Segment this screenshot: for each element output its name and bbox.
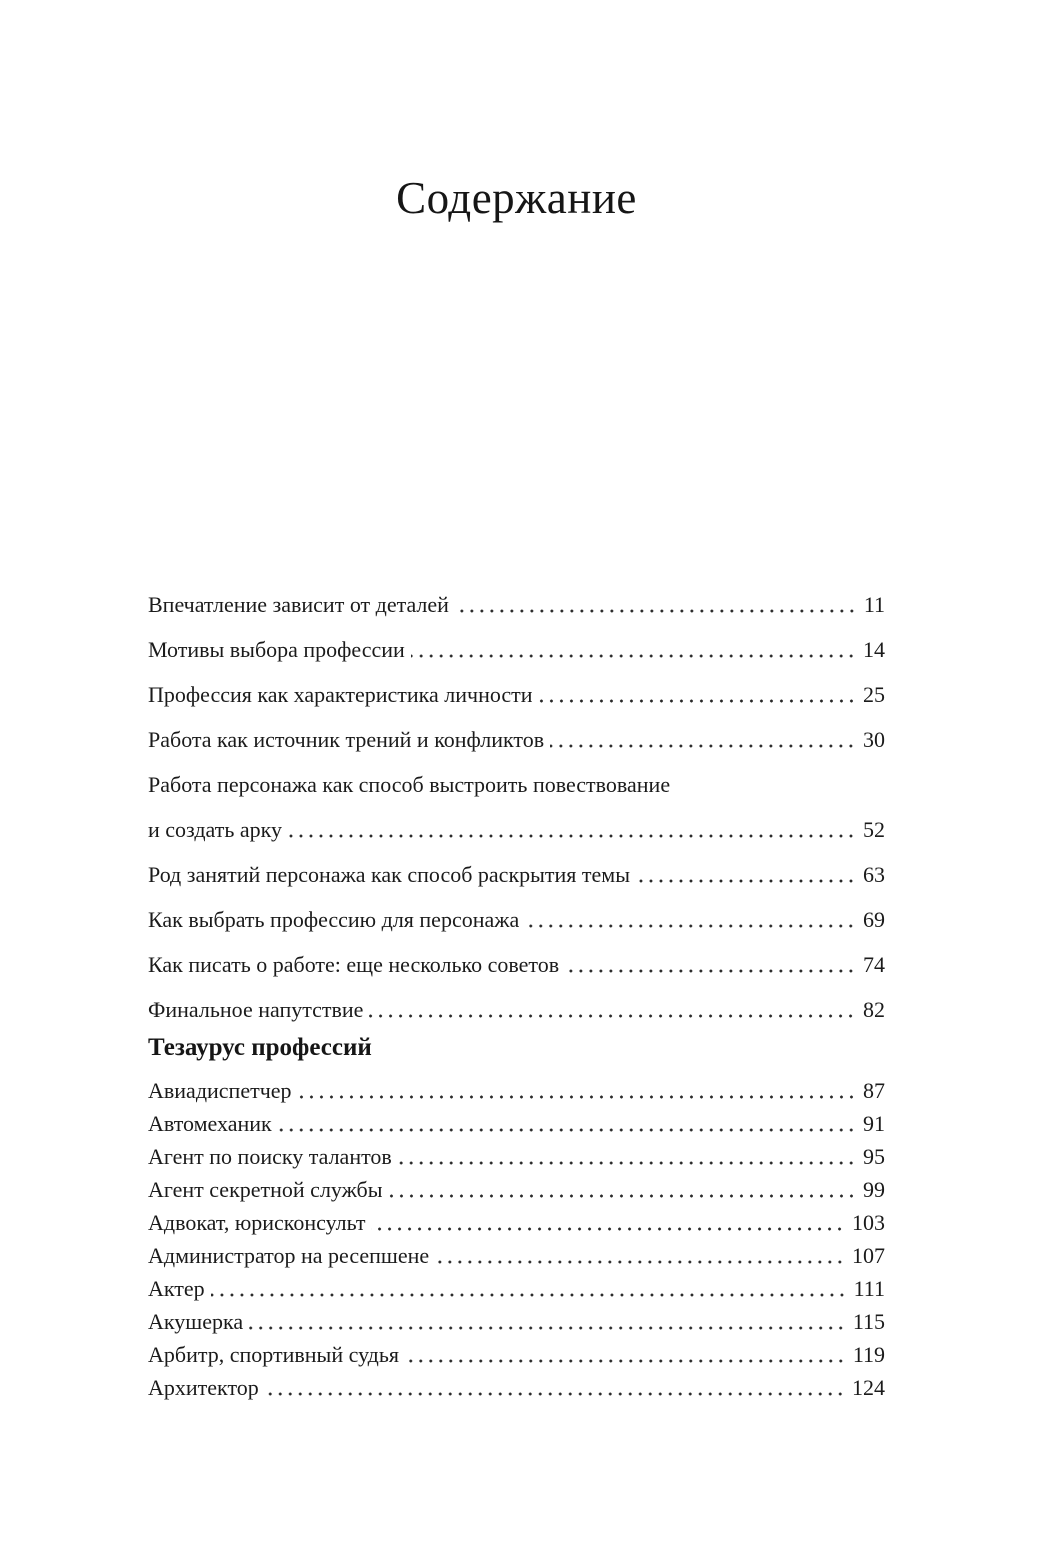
toc-entry: [148, 1305, 885, 1338]
toc-page-number: 25: [863, 682, 885, 707]
thesaurus-toc-list: [148, 1074, 885, 1404]
dot-leader: [636, 852, 856, 897]
toc-entry-label: Агент по поиску талантов: [148, 1144, 392, 1169]
dot-leader: [565, 942, 856, 987]
toc-entry-label: Автомеханик: [148, 1111, 272, 1136]
toc-entry: [148, 582, 885, 627]
toc-page-number: 52: [863, 817, 885, 842]
toc-entry: [148, 1206, 885, 1239]
toc-entry: [148, 1338, 885, 1371]
section-heading: Тезаурус профессий: [148, 1034, 372, 1061]
toc-page-number: 87: [863, 1078, 885, 1103]
dot-leader: [249, 1305, 846, 1338]
toc-page-number: 82: [863, 997, 885, 1022]
dot-leader: [550, 717, 856, 762]
dot-leader: [405, 1338, 846, 1371]
dot-leader: [455, 582, 857, 627]
dot-leader: [435, 1239, 845, 1272]
toc-entry: [148, 1173, 885, 1206]
toc-entry-label: Финальное напутствие: [148, 997, 364, 1022]
toc-entry: [148, 1107, 885, 1140]
toc-entry-label: Впечатление зависит от деталей: [148, 592, 449, 617]
toc-page-number: 63: [863, 862, 885, 887]
toc-entry-label: Агент секретной службы: [148, 1177, 383, 1202]
dot-leader: [298, 1074, 856, 1107]
dot-leader: [288, 807, 856, 852]
toc-entry-wrapped-first-line: [148, 762, 885, 807]
dot-leader: [265, 1371, 845, 1404]
toc-entry: [148, 1272, 885, 1305]
toc-page-number: 124: [852, 1375, 885, 1400]
dot-leader: [371, 1206, 845, 1239]
toc-entry: [148, 852, 885, 897]
toc-entry-label: Работа как источник трений и конфликтов: [148, 727, 545, 752]
toc-page-number: 74: [863, 952, 885, 977]
toc-entry-label: Арбитр, спортивный судья: [148, 1342, 400, 1367]
toc-page-number: 11: [863, 592, 885, 617]
toc-entry: [148, 717, 885, 762]
toc-entry-label: и создать арку: [148, 817, 283, 842]
toc-entry: [148, 1239, 885, 1272]
toc-entry: [148, 987, 885, 1032]
toc-entry-label: Профессия как характеристика личности: [148, 682, 533, 707]
toc-page-number: 103: [852, 1210, 885, 1235]
toc-page-number: 115: [852, 1309, 885, 1334]
toc-entry: [148, 1371, 885, 1404]
dot-leader: [411, 627, 856, 672]
toc-page-number: 95: [863, 1144, 885, 1169]
toc-entry-label: Род занятий персонажа как способ раскрытия темы: [148, 862, 631, 887]
toc-entry-label: Акушерка: [148, 1309, 244, 1334]
toc-entry-label: Работа персонажа как способ выстроить повествование: [148, 772, 671, 797]
toc-entry: [148, 627, 885, 672]
toc-entry: [148, 672, 885, 717]
dot-leader: [539, 672, 856, 717]
toc-entry-label: Архитектор: [148, 1375, 259, 1400]
toc-page-number: 30: [863, 727, 885, 752]
toc-entry-label: Администратор на ресепшене: [148, 1243, 430, 1268]
dot-leader: [211, 1272, 847, 1305]
toc-entry-label: Авиадиспетчер: [148, 1078, 292, 1103]
dot-leader: [389, 1173, 856, 1206]
toc-page-number: 99: [863, 1177, 885, 1202]
toc-entry-label: Как выбрать профессию для персонажа: [148, 907, 520, 932]
toc-page-number: 69: [863, 907, 885, 932]
toc-entry: [148, 942, 885, 987]
dot-leader: [398, 1140, 856, 1173]
dot-leader: [278, 1107, 856, 1140]
toc-entry: [148, 1140, 885, 1173]
toc-page-number: 111: [853, 1276, 885, 1301]
main-toc-list: [148, 582, 885, 1032]
dot-leader: [369, 987, 856, 1032]
toc-entry-label: Мотивы выбора профессии: [148, 637, 405, 662]
toc-entry: [148, 1074, 885, 1107]
toc-page-number: 14: [863, 637, 885, 662]
toc-page-number: 91: [863, 1111, 885, 1136]
dot-leader: [525, 897, 856, 942]
toc-page-number: 107: [852, 1243, 885, 1268]
toc-entry-label: Адвокат, юрисконсульт: [148, 1210, 366, 1235]
page-title: Содержание: [396, 173, 637, 223]
toc-entry-wrapped-second-line: [148, 807, 885, 852]
toc-entry-label: Актер: [148, 1276, 205, 1301]
toc-entry: [148, 897, 885, 942]
toc-page-number: 119: [852, 1342, 885, 1367]
toc-entry-label: Как писать о работе: еще несколько советов: [148, 952, 560, 977]
